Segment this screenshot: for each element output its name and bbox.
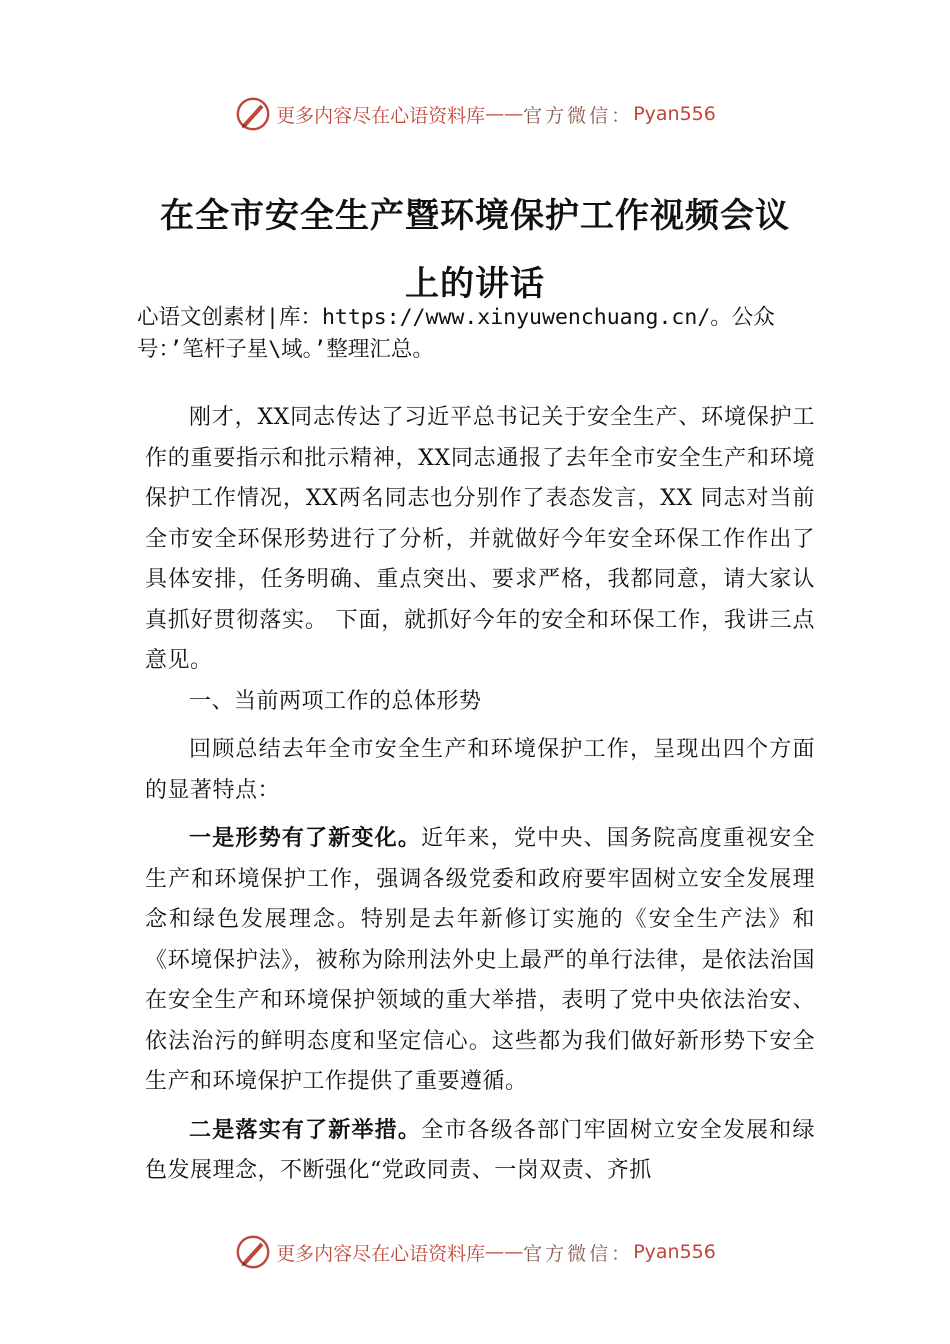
pen-logo-icon xyxy=(234,95,272,133)
banner-wechat-id: Pyan556 xyxy=(633,103,716,125)
point-two-text: 全市各级各部门牢固树立安全发展和绿色发展理念，不断强化“党政同责、一岗双责、齐抓 xyxy=(145,1117,815,1183)
banner-official-label: 官方微信： xyxy=(523,1242,634,1265)
header-banner xyxy=(0,92,950,136)
paragraph-point-one xyxy=(145,819,815,1103)
page-title-line2: 上的讲话 xyxy=(405,264,545,304)
paragraph-review: 回顾总结去年全市安全生产和环境保护工作，呈现出四个方面的显著特点： xyxy=(145,737,815,803)
banner-dash: —— xyxy=(485,103,524,125)
source-note: 心语文创素材|库：https://www.xinyuwenchuang.cn/。公众号：’笔杆子星\域。’整理汇总。 xyxy=(137,305,775,362)
banner-wechat-id: Pyan556 xyxy=(633,1241,716,1263)
banner-site-text: 更多内容尽在心语资料库 xyxy=(276,1242,486,1265)
point-one-text: 近年来，党中央、国务院高度重视安全生产和环境保护工作，强调各级党委和政府要牢固树立安全发展理念和绿色发展理念。特别是去年新修订实施的《安全生产法》和《环境保护法》，被称为除刑法外史上最严的单行法律，是依法治国在安全生产和环境保护领域的重大举措，表明了党中央依法治安、依法治污的鲜明态度和坚定信心。这些都为我们做好新形势下安全生产和环境保护工作提供了重要遵循。 xyxy=(145,826,815,1094)
paragraph-intro: 刚才，XX同志传达了习近平总书记关于安全生产、环境保护工作的重要指示和批示精神，XX同志通报了去年全市安全生产和环境保护工作情况，XX两名同志也分别作了表态发言，XX 同志对当前全市安全环保形势进行了分析，并就做好今年安全环保工作作出了具体安排，任务明确、重点突出、要求严格，我都同意，请大家认真抓好贯彻落实。 下面，就抓好今年的安全和环保工作，我讲三点意见。 xyxy=(145,405,815,673)
point-one-lead: 一是形势有了新变化。 xyxy=(189,826,422,851)
section-heading: 一、当前两项工作的总体形势 xyxy=(189,688,482,714)
footer-banner xyxy=(0,1230,950,1274)
banner-official-label: 官方微信： xyxy=(523,104,634,127)
banner-dash: —— xyxy=(485,1241,524,1263)
page-title-line1: 在全市安全生产暨环境保护工作视频会议 xyxy=(160,196,790,236)
document-body xyxy=(145,398,815,1192)
pen-logo-icon xyxy=(234,1233,272,1271)
banner-site-text: 更多内容尽在心语资料库 xyxy=(276,104,486,127)
point-two-lead: 二是落实有了新举措。 xyxy=(189,1117,422,1143)
paragraph-point-two xyxy=(145,1111,815,1192)
